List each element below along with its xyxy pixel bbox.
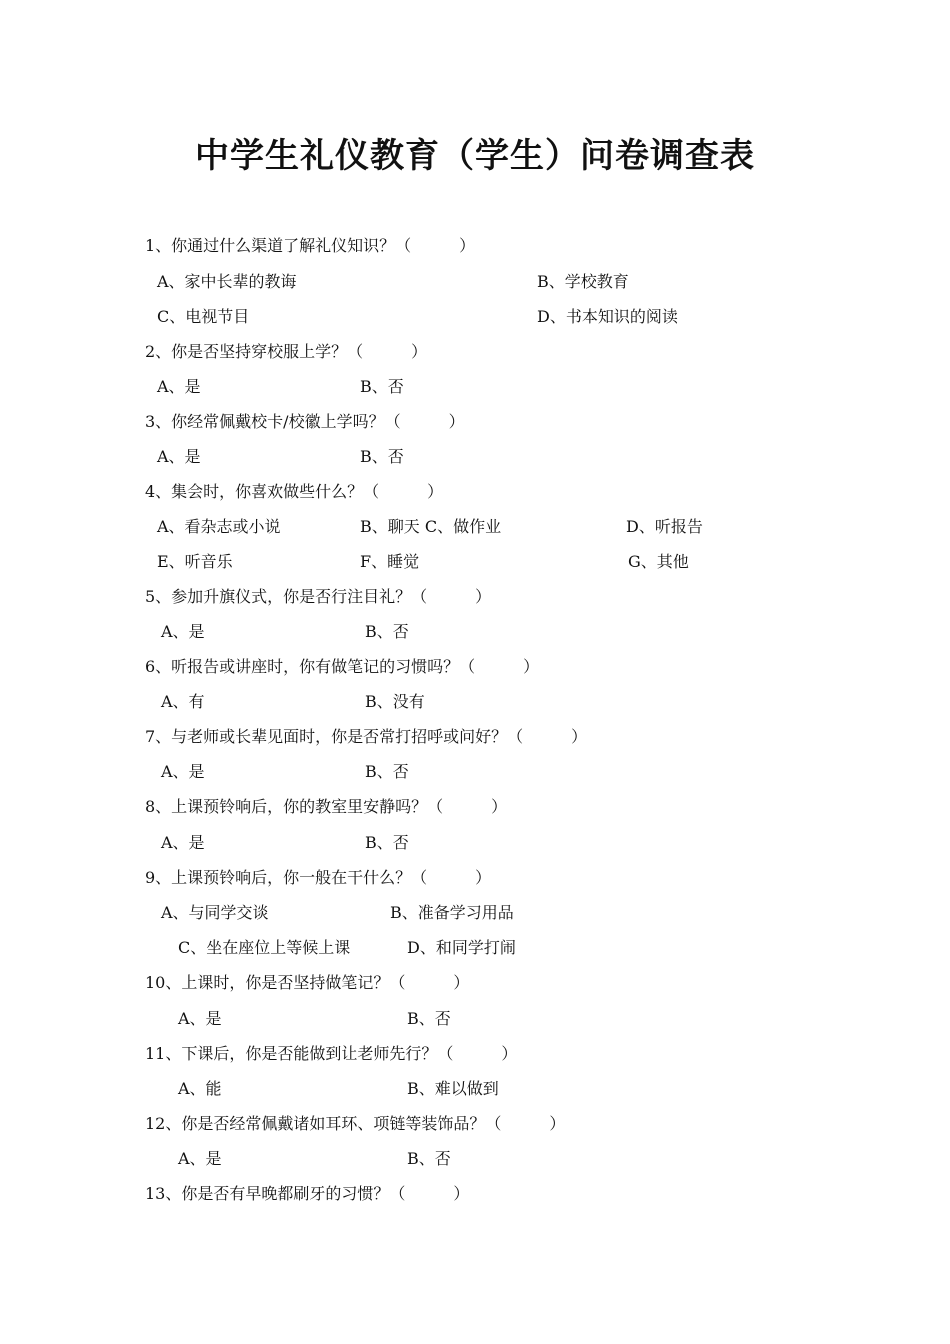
- question-12: 12、你是否经常佩戴诸如耳环、项链等装饰品？（ ）: [145, 1114, 566, 1133]
- q4-option-f: F、睡觉: [360, 552, 420, 571]
- question-9: 9、上课预铃响后，你一般在干什么？（ ）: [145, 868, 492, 887]
- q6-option-b: B、没有: [365, 692, 425, 711]
- q11-option-b: B、难以做到: [407, 1079, 499, 1098]
- q9-option-b: B、准备学习用品: [390, 903, 514, 922]
- q9-option-c: C、坐在座位上等候上课: [178, 938, 351, 957]
- q6-option-a: A、有: [161, 692, 205, 711]
- q12-option-a: A、是: [178, 1149, 222, 1168]
- question-10: 10、上课时，你是否坚持做笔记？（ ）: [145, 973, 470, 992]
- q1-option-d: D、书本知识的阅读: [537, 307, 678, 326]
- question-11: 11、下课后，你是否能做到让老师先行？（ ）: [145, 1044, 518, 1063]
- q1-option-b: B、学校教育: [537, 272, 629, 291]
- question-2: 2、你是否坚持穿校服上学？（ ）: [145, 342, 428, 361]
- q5-option-a: A、是: [161, 622, 205, 641]
- question-13: 13、你是否有早晚都刷牙的习惯？（ ）: [145, 1184, 470, 1203]
- q8-option-b: B、否: [365, 833, 409, 852]
- q11-option-a: A、能: [178, 1079, 222, 1098]
- q4-option-e: E、听音乐: [157, 552, 233, 571]
- q1-option-c: C、电视节目: [157, 307, 250, 326]
- question-6: 6、听报告或讲座时，你有做笔记的习惯吗？（ ）: [145, 657, 540, 676]
- q2-option-a: A、是: [157, 377, 201, 396]
- q12-option-b: B、否: [407, 1149, 451, 1168]
- q4-option-a: A、看杂志或小说: [157, 517, 281, 536]
- question-7: 7、与老师或长辈见面时，你是否常打招呼或问好？（ ）: [145, 727, 588, 746]
- q9-option-a: A、与同学交谈: [161, 903, 269, 922]
- q8-option-a: A、是: [161, 833, 205, 852]
- q5-option-b: B、否: [365, 622, 409, 641]
- q10-option-b: B、否: [407, 1009, 451, 1028]
- q1-option-a: A、家中长辈的教诲: [157, 272, 297, 291]
- q4-option-g: G、其他: [628, 552, 689, 571]
- q10-option-a: A、是: [178, 1009, 222, 1028]
- question-4: 4、集会时，你喜欢做些什么？（ ）: [145, 482, 444, 501]
- q9-option-d: D、和同学打闹: [407, 938, 516, 957]
- q3-option-a: A、是: [157, 447, 201, 466]
- question-8: 8、上课预铃响后，你的教室里安静吗？（ ）: [145, 797, 508, 816]
- q4-option-b-c: B、聊天 C、做作业: [360, 517, 502, 536]
- q7-option-b: B、否: [365, 762, 409, 781]
- question-5: 5、参加升旗仪式，你是否行注目礼？（ ）: [145, 587, 492, 606]
- q7-option-a: A、是: [161, 762, 205, 781]
- q3-option-b: B、否: [360, 447, 404, 466]
- page-title: 中学生礼仪教育（学生）问卷调查表: [195, 136, 755, 176]
- q4-option-d: D、听报告: [626, 517, 703, 536]
- question-3: 3、你经常佩戴校卡/校徽上学吗？（ ）: [145, 412, 465, 431]
- question-1: 1、你通过什么渠道了解礼仪知识？（ ）: [145, 236, 476, 255]
- q2-option-b: B、否: [360, 377, 404, 396]
